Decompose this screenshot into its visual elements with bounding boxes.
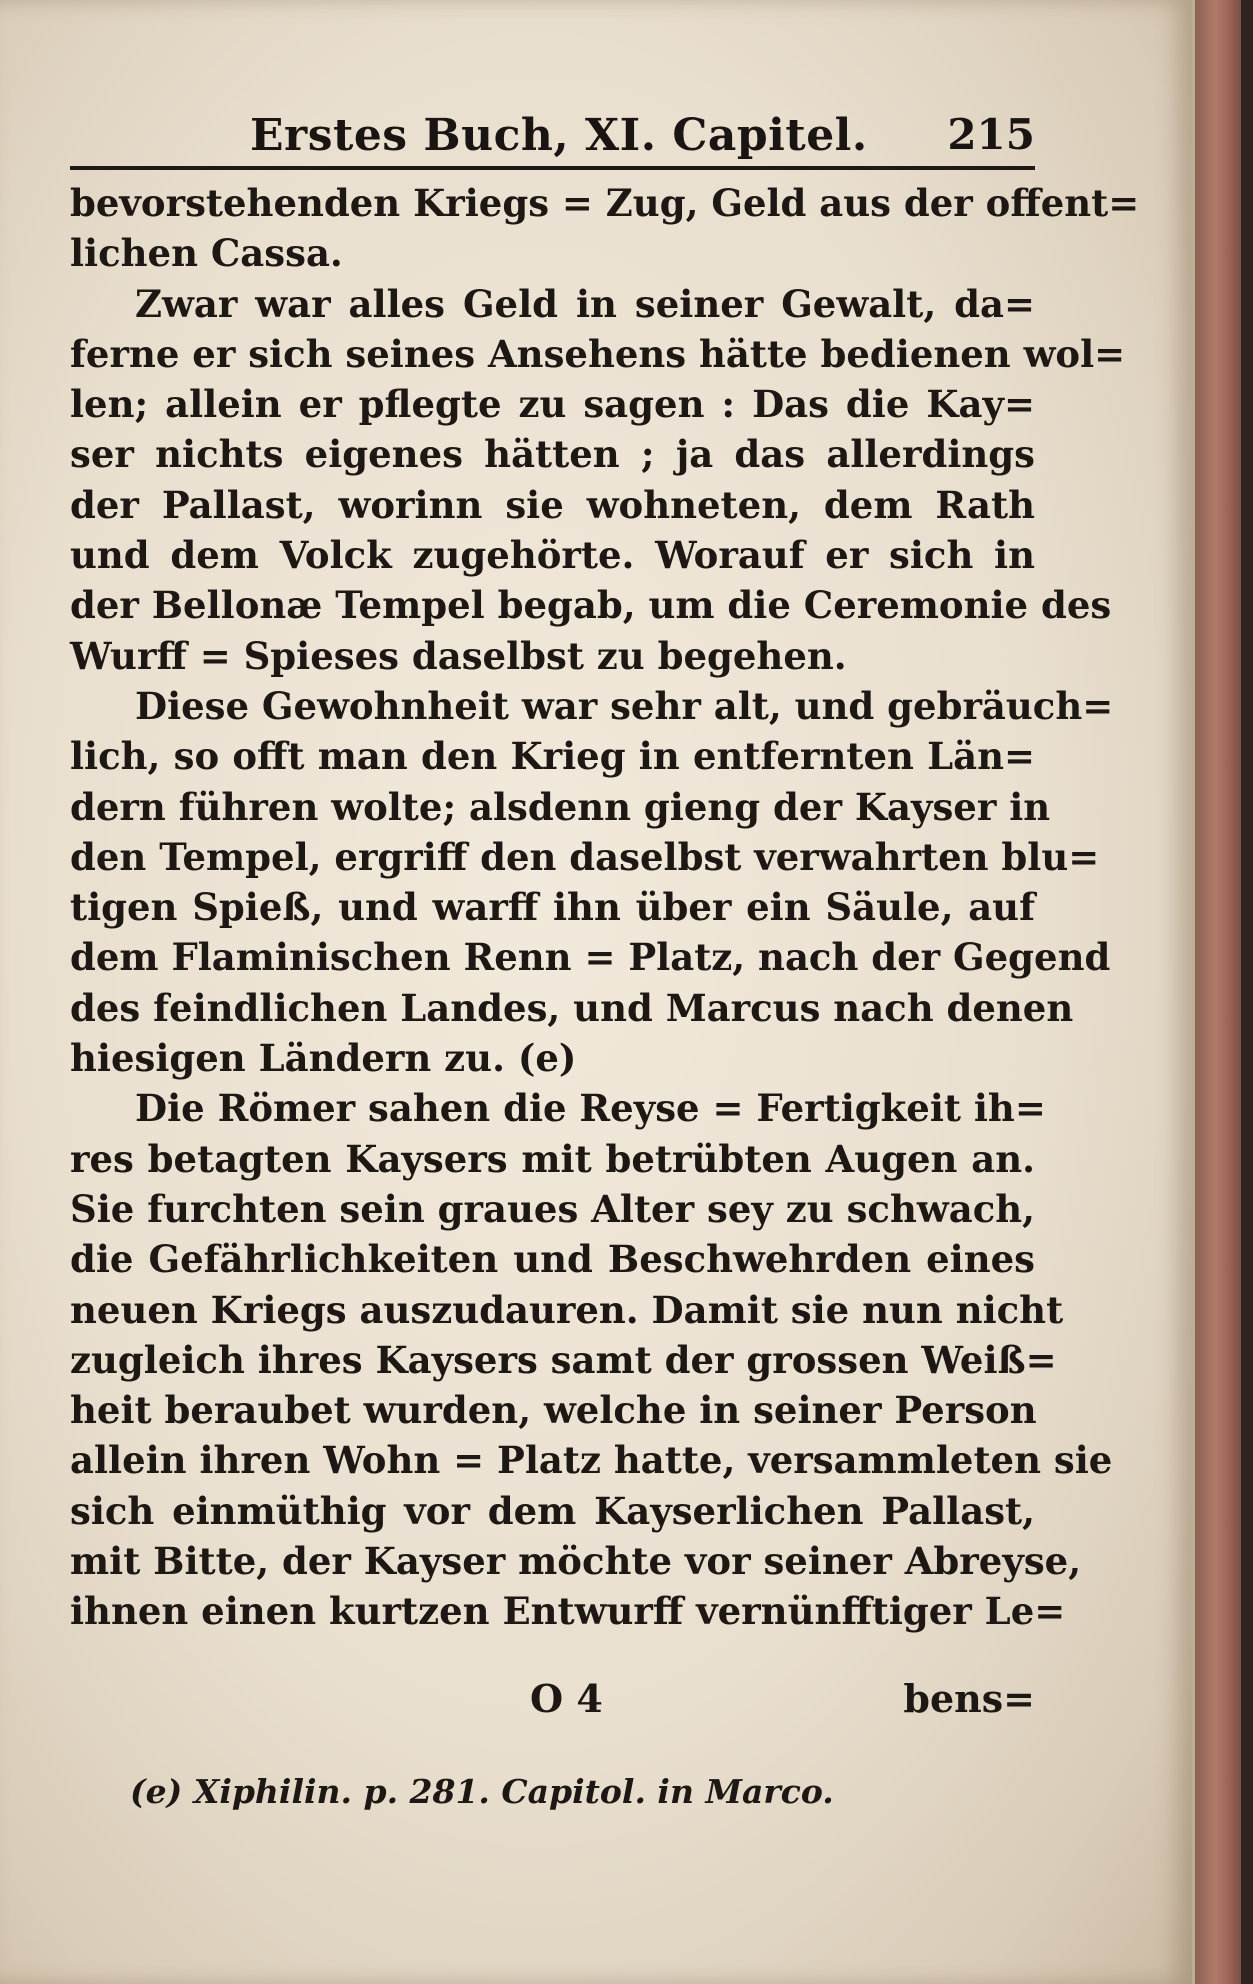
- text-line: len; allein er pflegte zu sagen : Das die Kay=: [70, 382, 1035, 427]
- text-line: neuen Kriegs auszudauren. Damit sie nun nicht: [70, 1287, 1064, 1332]
- text-line: der Pallast, worinn sie wohneten, dem Rath: [70, 482, 1035, 527]
- text-line: tigen Spieß, und warff ihn über ein Säule, auf: [70, 885, 1035, 930]
- text-line: Zwar war alles Geld in seiner Gewalt, da=: [135, 281, 1035, 326]
- text-line: bevorstehenden Kriegs = Zug, Geld aus der offent=: [70, 181, 1140, 225]
- text-line: Sie furchten sein graues Alter sey zu schwach,: [70, 1186, 1035, 1231]
- page-header: [70, 100, 1035, 170]
- signature-mark: O 4: [530, 1676, 603, 1721]
- text-line: lichen Cassa.: [70, 231, 343, 276]
- text-line: sich einmüthig vor dem Kayserlichen Pallast,: [70, 1488, 1035, 1533]
- text-line: zugleich ihres Kaysers samt der grossen Weiß=: [70, 1337, 1057, 1382]
- page-edge-shadow: [1241, 0, 1253, 1984]
- text-line: dem Flaminischen Renn = Platz, nach der Gegend: [70, 935, 1111, 980]
- text-line: lich, so offt man den Krieg in entfernten Län=: [70, 734, 1035, 779]
- catchword: bens=: [903, 1676, 1035, 1721]
- text-line: und dem Volck zugehörte. Worauf er sich in: [70, 533, 1035, 578]
- header-rule: [70, 166, 1035, 170]
- text-line: res betagten Kaysers mit betrübten Augen an.: [70, 1136, 1035, 1181]
- text-line: des feindlichen Landes, und Marcus nach denen: [70, 985, 1074, 1030]
- text-line: allein ihren Wohn = Platz hatte, versammleten sie: [70, 1438, 1113, 1483]
- page-footer: [70, 1676, 1035, 1726]
- text-line: Wurff = Spieses daselbst zu begehen.: [70, 633, 847, 678]
- text-line: der Bellonæ Tempel begab, um die Ceremonie des: [70, 583, 1112, 628]
- text-line: ihnen einen kurtzen Entwurff vernünfftiger Le=: [70, 1589, 1066, 1634]
- text-line: Die Römer sahen die Reyse = Fertigkeit ih=: [135, 1086, 1046, 1131]
- text-line: heit beraubet wurden, welche in seiner Person: [70, 1388, 1037, 1433]
- running-head: Erstes Buch, XI. Capitel.: [250, 110, 868, 161]
- footnote: (e) Xiphilin. p. 281. Capitol. in Marco.: [130, 1772, 834, 1811]
- text-line: mit Bitte, der Kayser möchte vor seiner Abreyse,: [70, 1539, 1082, 1584]
- page-number: 215: [947, 110, 1035, 159]
- text-line: ser nichts eigenes hätten ; ja das allerdings: [70, 432, 1035, 477]
- text-line: ferne er sich seines Ansehens hätte bedienen wol=: [70, 331, 1126, 376]
- text-line: dern führen wolte; alsdenn gieng der Kayser in: [70, 784, 1051, 829]
- body-text: [70, 178, 1140, 1637]
- text-line: Diese Gewohnheit war sehr alt, und gebräuch=: [135, 683, 1114, 728]
- text-line: die Gefährlichkeiten und Beschwehrden eines: [70, 1237, 1035, 1282]
- text-line: hiesigen Ländern zu. (e): [70, 1036, 577, 1081]
- text-line: den Tempel, ergriff den daselbst verwahrten blu=: [70, 834, 1100, 879]
